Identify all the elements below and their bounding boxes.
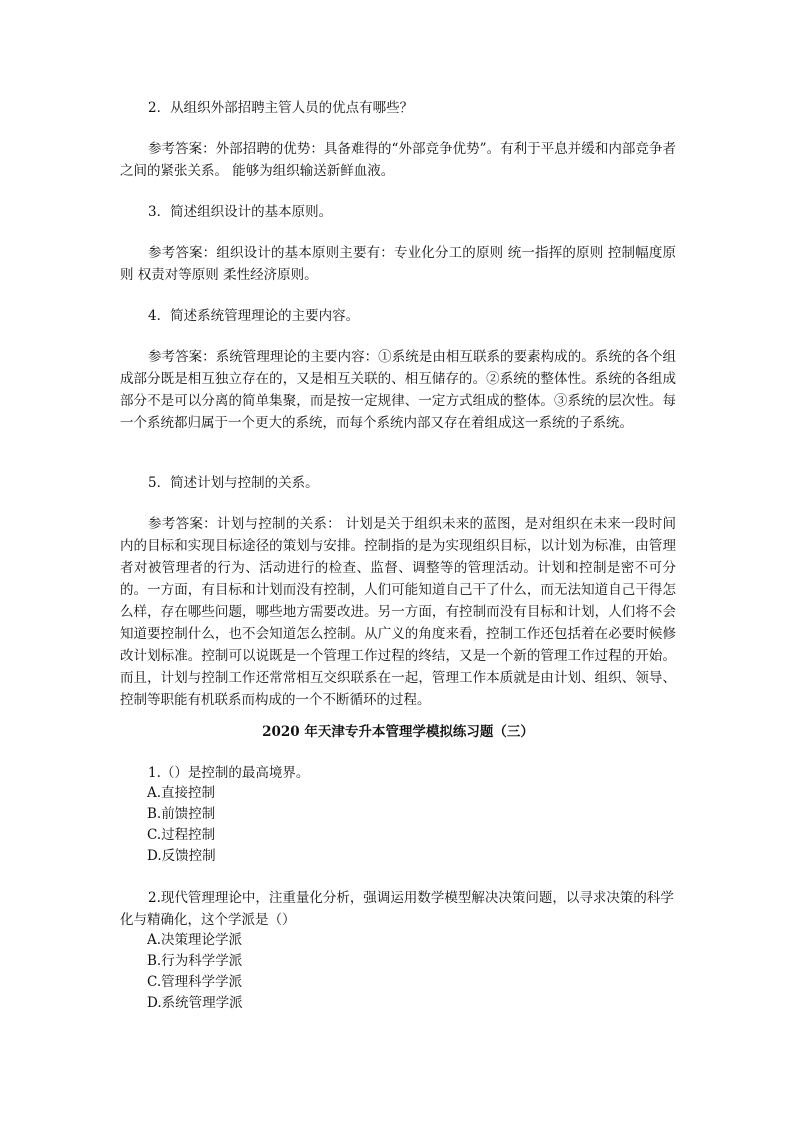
- question-3: 3．简述组织设计的基本原则。: [148, 204, 333, 220]
- question-2: 2．从组织外部招聘主管人员的优点有哪些？: [148, 100, 414, 116]
- option-b: B.前馈控制: [147, 806, 216, 822]
- mc-question-2: 2.现代管理理论中，注重量化分析，强调运用数学模型解决决策问题，以寻求决策的科学化与精确化，这个学派是（）: [120, 890, 674, 928]
- option-d: D.反馈控制: [147, 848, 216, 864]
- mc-options-2: [147, 930, 243, 1014]
- section-title: 2020 年天津专升本管理学模拟练习题（三）: [262, 724, 534, 740]
- answer-3: 参考答案：组织设计的基本原则主要有：专业化分工的原则 统一指挥的原则 控制幅度原则 权责对等原则 柔性经济原则。: [120, 245, 676, 283]
- option-a: A.直接控制: [147, 785, 216, 801]
- answer-2: 参考答案：外部招聘的优势：具备难得的“外部竞争优势”。有利于平息并缓和内部竞争者之间的紧张关系。 能够为组织输送新鲜血液。: [120, 141, 676, 179]
- option-c: C.管理科学学派: [147, 974, 243, 990]
- option-b: B.行为科学学派: [147, 953, 243, 969]
- mc-options-1: [147, 783, 216, 867]
- mc-question-1: 1.（）是控制的最高境界。: [148, 765, 310, 781]
- option-d: D.系统管理学派: [147, 995, 243, 1011]
- option-a: A.决策理论学派: [147, 932, 243, 948]
- option-c: C.过程控制: [147, 827, 216, 843]
- question-4: 4．简述系统管理理论的主要内容。: [148, 308, 360, 324]
- answer-4: 参考答案：系统管理理论的主要内容：①系统是由相互联系的要素构成的。系统的各个组成部分既是相互独立存在的，又是相互关联的、相互储存的。②系统的整体性。系统的各组成部分不是可以分离的简单集聚，而是按一定规律、一定方式组成的整体。③系统的层次性。每一个系统都归属于一个更大的系统，而每个系统内部又存在着组成这一系统的子系统。: [120, 349, 676, 431]
- question-5: 5．简述计划与控制的关系。: [148, 475, 319, 491]
- answer-5: 参考答案：计划与控制的关系： 计划是关于组织未来的蓝图，是对组织在未来一段时间内的目标和实现目标途径的策划与安排。控制指的是为实现组织目标，以计划为标准，由管理者对被管理者的行为、活动进行的检查、监督、调整等的管理活动。计划和控制是密不可分的。一方面，有目标和计划而没有控制，人们可能知道自己干了什么，而无法知道自己干得怎么样，存在哪些问题，哪些地方需要改进。另一方面，有控制而没有目标和计划，人们将不会知道要控制什么，也不会知道怎么控制。从广义的角度来看，控制工作还包括着在必要时候修改计划标准。控制可以说既是一个管理工作过程的终结，又是一个新的管理工作过程的开始。而且，计划与控制工作还常常相互交织联系在一起，管理工作本质就是由计划、组织、领导、控制等职能有机联系而构成的一个不断循环的过程。: [120, 516, 676, 708]
